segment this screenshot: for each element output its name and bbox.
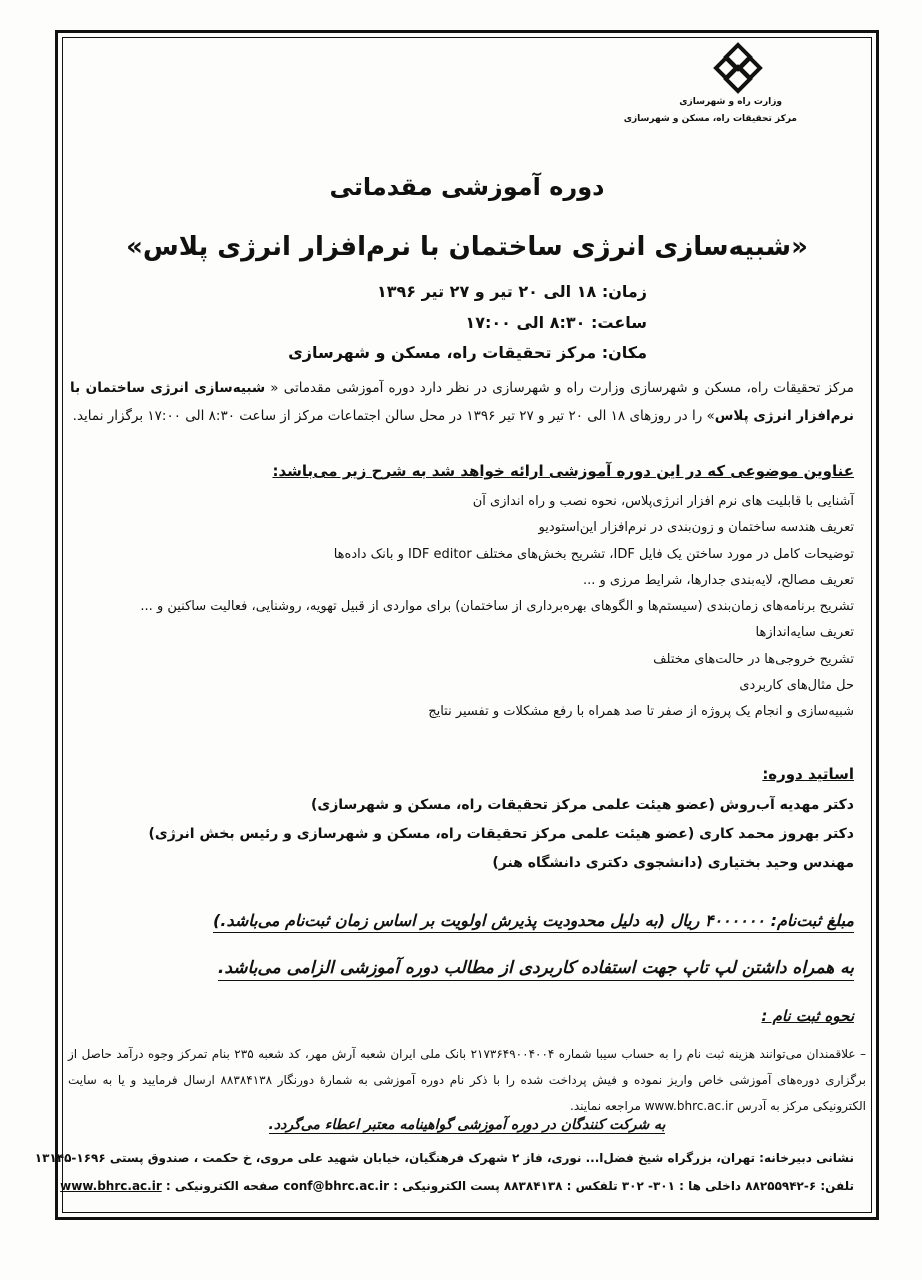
laptop-requirement: به همراه داشتن لپ تاپ جهت استفاده کاربردی از مطالب دوره آموزشی الزامی می‌باشد. <box>218 958 854 981</box>
instructor-item: مهندس وحید بختیاری (دانشجوی دکتری دانشگاه هنر) <box>492 855 854 871</box>
registration-text-end: مراجعه نمایند. <box>570 1099 645 1113</box>
instructor-item: دکتر بهروز محمد کاری (عضو هیئت علمی مرکز تحقیقات راه، مسکن و شهرسازی و رئیس بخش انرژی) <box>148 826 854 842</box>
registration-website-link[interactable]: www.bhrc.ac.ir <box>644 1099 734 1113</box>
topic-item: تشریح خروجی‌ها در حالت‌های مختلف <box>653 651 854 667</box>
website-link[interactable]: www.bhrc.ac.ir <box>60 1179 162 1193</box>
intro-course-name: شبیه‌سازی انرژی ساختمان با نرم‌افزار انرژی پلاس <box>70 380 854 424</box>
certificate-note <box>62 1117 872 1133</box>
course-time: ساعت: ۸:۳۰ الی ۱۷:۰۰ <box>465 313 647 332</box>
registration-instructions <box>68 1041 866 1119</box>
instructor-item: دکتر مهدیه آب‌روش (عضو هیئت علمی مرکز تحقیقات راه، مسکن و شهرسازی) <box>311 797 854 813</box>
instructors-heading: اساتید دوره: <box>762 765 854 783</box>
topic-item: حل مثال‌های کاربردی <box>739 678 854 694</box>
topic-item: شبیه‌سازی و انجام یک پروژه از صفر تا صد همراه با رفع مشکلات و تفسیر نتایج <box>428 704 854 720</box>
intro-text-end: » را در روزهای ۱۸ الی ۲۰ تیر و ۲۷ تیر ۱۳۹۶ در محل سالن اجتماعات مرکز از ساعت ۸:۳۰ الی ۱۷:۰۰ برگزار نماید. <box>72 408 715 424</box>
registration-fee: مبلغ ثبت‌نام: ۴۰۰۰۰۰۰ ریال (به دلیل محدودیت پذیرش اولویت بر اساس زمان ثبت‌نام می‌باشد.) <box>213 911 854 933</box>
secretariat-address: نشانی دبیرخانه: تهران، بزرگراه شیخ فضل‌ا... نوری، فاز ۲ شهرک فرهنگیان، خیابان شهید علی مروی، خ حکمت ، صندوق پستی ۱۶۹۶-۱۳۱۴۵ <box>34 1151 854 1165</box>
website-label: صفحه الکترونیکی : <box>161 1179 284 1193</box>
course-subtitle: «شبیه‌سازی انرژی ساختمان با نرم‌افزار انرژی پلاس» <box>126 232 808 262</box>
topics-heading: عناوین موضوعی که در این دوره آموزشی ارائه خواهد شد به شرح زیر می‌باشد: <box>272 462 854 480</box>
center-name: مرکز تحقیقات راه، مسکن و شهرسازی <box>623 114 797 124</box>
email-link[interactable]: conf@bhrc.ac.ir <box>283 1179 390 1193</box>
topics-list <box>140 489 854 726</box>
certificate-note-text: به شرکت کنندگان در دوره آموزشی گواهینامه معتبر اعطاء می‌گردد. <box>268 1117 666 1133</box>
course-title: دوره آموزشی مقدماتی <box>329 173 605 201</box>
topic-item: تعریف سایه‌اندازها <box>755 625 854 641</box>
instructors-list <box>149 791 854 878</box>
registration-text: – علاقمندان می‌توانند هزینه ثبت نام را به حساب سیبا شماره ۲۱۷۳۶۴۹۰۰۴۰۰۴ بانک ملی ایران شعبه آرش مهر، کد شعبه ۲۳۵ بنام تمرکز وجوه درآمد حاصل از برگزاری دوره‌های آموزشی خاص واریز نموده و فیش پرداخت شده را با ذکر نام دوره آموزشی به شمارهٔ دورنگار ۸۸۳۸۴۱۳۸ ارسال فرمایید و یا به سایت الکترونیکی مرکز به آدرس <box>68 1047 866 1113</box>
bhrc-logo <box>712 42 764 94</box>
course-place: مکان: مرکز تحقیقات راه، مسکن و شهرسازی <box>288 343 647 362</box>
intro-paragraph <box>70 374 854 430</box>
ministry-name: وزارت راه و شهرسازی <box>679 97 782 107</box>
topic-item: تعریف مصالح، لایه‌بندی جدارها، شرایط مرزی و ... <box>582 572 854 588</box>
topic-item: آشنایی با قابلیت های نرم افزار انرژی‌پلاس، نحوه نصب و راه اندازی آن <box>472 494 854 509</box>
contact-line <box>60 1179 854 1193</box>
topic-item: تشریح برنامه‌های زمان‌بندی (سیستم‌ها و الگوهای بهره‌برداری از ساختمان) برای مواردی از قبیل تهویه، روشنایی، فعالیت ساکنین و ... <box>140 599 854 615</box>
intro-text-start: مرکز تحقیقات راه، مسکن و شهرسازی وزارت راه و شهرسازی در نظر دارد دوره آموزشی مقدماتی « <box>265 380 854 396</box>
topic-item: تعریف هندسه ساختمان و زون‌بندی در نرم‌افزار این‌استودیو <box>538 520 854 536</box>
registration-heading: نحوه ثبت نام : <box>761 1007 854 1025</box>
phone-info: تلفن: ۶-۸۸۲۵۵۹۴۲ داخلی ها : ۳۰۱- ۳۰۲ تلفکس : ۸۸۳۸۴۱۳۸ پست الکترونیکی : <box>389 1179 854 1193</box>
document-page <box>34 37 872 1213</box>
topic-item: توضیحات کامل در مورد ساختن یک فایل IDF، تشریح بخش‌های مختلف IDF editor و بانک داده‌ها <box>333 546 854 562</box>
course-date: زمان: ۱۸ الی ۲۰ تیر و ۲۷ تیر ۱۳۹۶ <box>376 282 647 301</box>
